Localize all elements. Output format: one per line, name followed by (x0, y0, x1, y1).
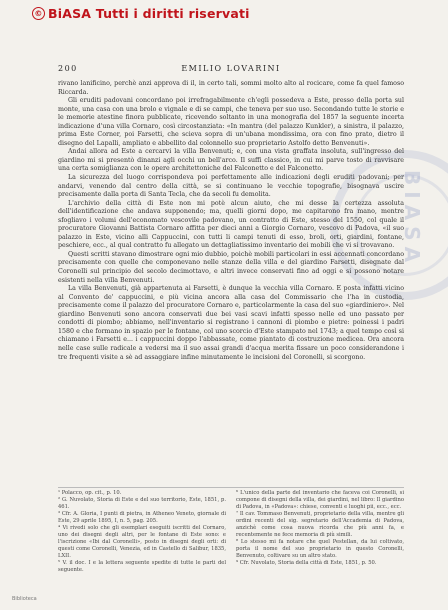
paragraph: L'archivio della città di Este non mi potè alcun aiuto, che mi desse la certezza assoluta dell'identificazione che andava supponendo; ma, quelli giorni dopo, me capitarono fra mano, mentre sfogliavo i volumi dell'economato vescovile padovano, un contratto di Este, stesso del 1550, col quale il procuratore Giovanni Battista Cornaro affitta per dieci anni a Giorgio Cornaro, vescovo di Padova, «il suo palazzo in Este, vicino alli Cappuccini, con tutti li campi tenuti di esso, broli, orti, giardini, fontane, peschiere, ecc., al qual contratto fu allegato un dettagliatissimo inventario dei mobili che vi si trovavano. (58, 199, 404, 250)
paragraph: Andai allora ad Este a cercarvi la villa Benvenuti; e, con una vista graffata insoluta, sull'ingresso del giardino mi si presentò dinanzi agli occhi un bell'arco. Il suffi classico, in cui mi parve tosto di ravvisare una certa somiglianza con le opere architettoniche del Falconetto e del Falconetto. (58, 148, 404, 173)
paragraph: La villa Benvenuti, già appartenuta ai Farsetti, è dunque la vecchia villa Cornaro. E posta infatti vicino al Convento de' cappuccini, e più vicina ancora alla casa del Commissario che l'ha in custodia, precisamente come il palazzo del procuratore Cornaro e, particolarmente la casa del suo «giardiniero». Nel giardino Benvenuti sono ancora conservati due bei vasi scavi infatti spesso nelle ed uno passato per condotti di piombo; abbiamo, nell'inventario si registrano i cannoni di piombo e pietre: poinessi i padri 1580 e che formano in spazio per le fontane, col uno scorcio d'Este stampato nel 1743; a quel tempo così si chiamano i Farsetti e... i cappuccini doppo l'abbassate, come piantato di costruzione medicea. Ora ancora nelle case sulle radicale a vedersi ma il suo assai grandi d'acqua merita fissare un poco considerandone i tre frequenti visite a sè ad assaggiare infine minutamente le incisioni del Coronelli, si scorgono. (58, 285, 404, 361)
page-number: 200 (58, 64, 78, 73)
footnotes-right-column (236, 490, 404, 574)
footnote: ⁷ Il cav. Tommaso Benvenuti, proprietario della villa, mentre gli ordini recenti del sig. segretario dell'Accademia di Padova, anzichè come cosa nuova ricorda che più anni fa, e recentemente ne fece memoria di più simili. (236, 511, 404, 538)
copyright-icon: © (32, 7, 45, 20)
footnote: ² G. Nuvolato, Storia di Este e del suo territorio, Este, 1851, p. 461. (58, 497, 226, 510)
paragraph: rivano lanificino, perchè anzi approva di il, in certo tali, sommi molto alto al rocicare, come fa quel famoso Riccarda. (58, 80, 404, 96)
paragraph: Questi scritti stavano dimostrare ogni mio dubbio, poichè mobili particolari in essi accennati concordano precisamente con quelle che componevano nelle stanze della villa e del giardino Farsetti, disegnate dal Coronelli sul principio del secolo decimottavo, e altri invece conservati fino ad oggi e si possono notare esistenti nella villa Benvenuti. (58, 250, 404, 284)
footnote: ⁵ V. il doc. I e la lettera seguente spedite di tutte le parti del seguente. (58, 560, 226, 573)
footnote: ¹ Polacco, op. cit., p. 10. (58, 490, 122, 496)
footnote: ⁹ Cfr. Nuvolato, Storia della città di Este, 1851, p. 50. (236, 560, 377, 566)
footnotes-left-column (58, 490, 226, 574)
footnote: ⁶ L'unico della parte del inventario che faceva coi Coronelli, si compone di disegni della villa, dei giardini, nel libro: Il giardino di Padova, in «Padova»: chiese, conventi e luoghi pii, ecc., ecc. (236, 490, 404, 510)
footnotes (58, 490, 404, 574)
body-text (58, 80, 404, 362)
seal-lettering: BIASA (400, 170, 424, 269)
footnote: ³ Cfr. A. Gloria, I punti di pietra, in Atheneo Veneto, giornale di Este, 29 aprile 1895, I, n. 5, pag. 205. (58, 511, 226, 524)
footnote-divider (58, 487, 404, 488)
footnote: ⁴ Vi rivedi solo che gli esemplari eseguiti iscritti del Cornaro, uno dei disegni degli altri, per le fontane di Este sono: e l'iscrizione «Ibi dal Coronelli», posto in disegni degli orti: di questi come Coronelli, Venezia, ed in Castello di Salibur, 1835, LXII. (58, 525, 226, 559)
running-header (58, 64, 404, 76)
watermark-banner (0, 0, 448, 26)
watermark-text: BiASA Tutti i diritti riservati (48, 5, 250, 21)
running-title: EMILIO LOVARINI (181, 64, 281, 73)
library-stamp: Biblioteca (12, 596, 37, 602)
paragraph: Gli eruditi padovani concordano poi irrefragabilmente ch'egli possedeva a Este, presso della porta sul monte, una casa con una brolo e vignale e di se campi, che teneva per suo uso. Secondando tutte le storie e le memorie atestine finora pubblicate, ricevendo soltanto in una monografia del 1857 la seguente incerta indicazione d'una villa Cornaro, così circostanziata: «In mantra (del palazzo Kunkler), a sinistra, il palazzo, prima Este Corner, poi Farsetti, che scieva sopra di un'ubana mondissima, ora con fino prato, dietro il disegno del Lapalli, ampliato e abbellito dal colonnello suo proprietario Astolfo detto Benvenuti». (58, 97, 404, 147)
footnote: ⁸ Lo stesso mi fa notare che quel Pestellan, da lui coltivato, porta il nome del suo proprietario in questo Coronelli, Benvenuto, coltivare su un altro stato. (236, 539, 404, 559)
paragraph: La sicurezza del luogo corrispondeva poi perfettamente alle indicazioni degli eruditi padovani; per andarvi, venendo dal centro della città, se si continuano le vecchie topografie, bisognava uscire precisamente dalla porta di Santa Tecla, che da secoli fu demolita. (58, 174, 404, 199)
